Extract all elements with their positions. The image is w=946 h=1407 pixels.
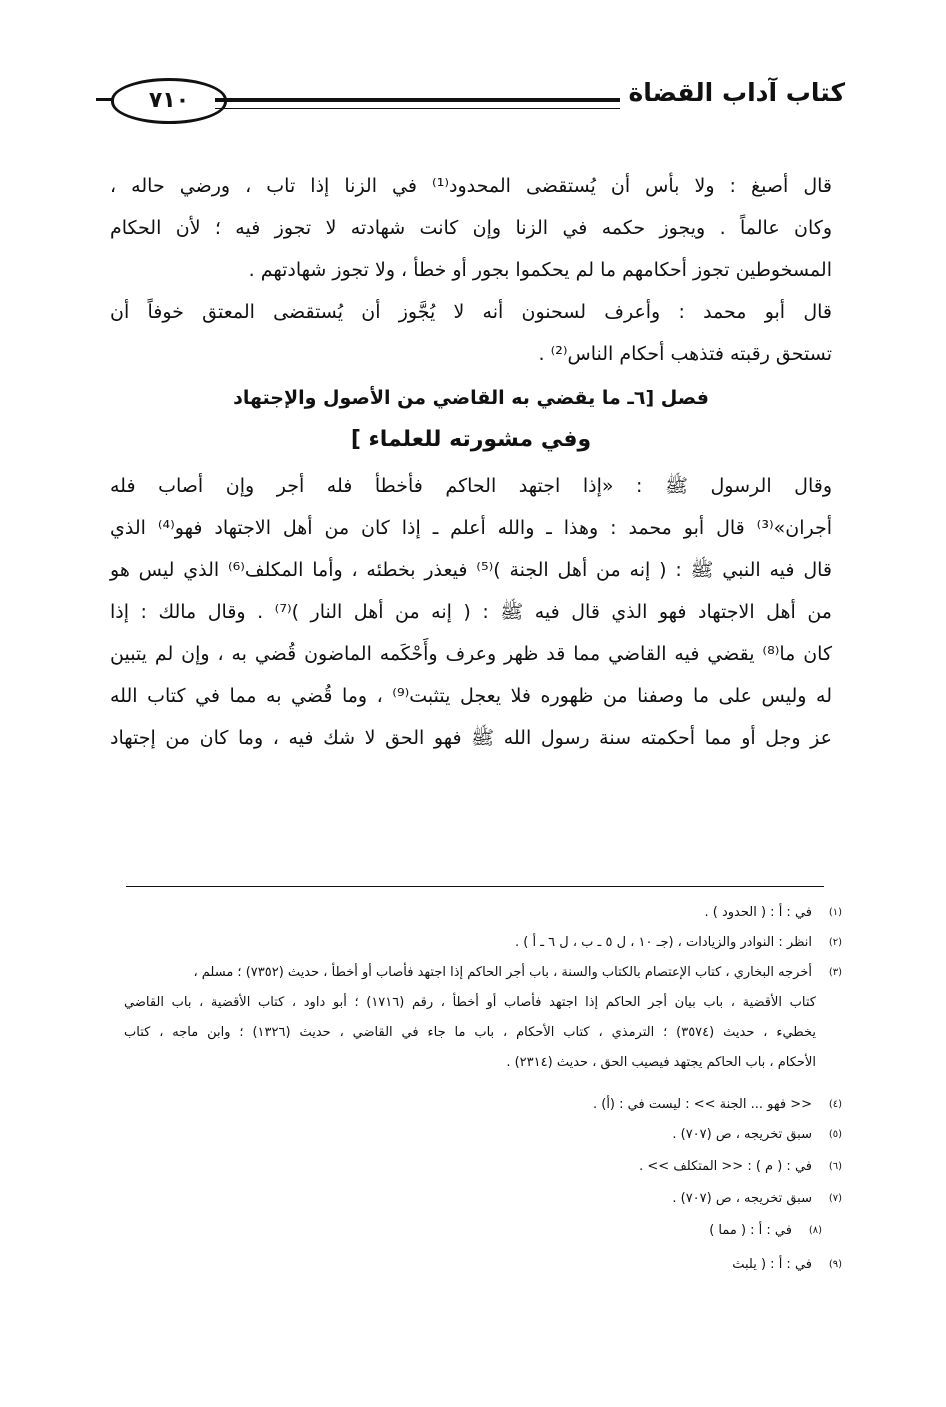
footnote-separator [126, 886, 824, 887]
section-heading: فصل [٦ـ ما يقضي به القاضي من الأصول والإجتهاد [233, 387, 709, 409]
body-line: له وليس على ما وصفنا من ظهوره فلا يعجل يتثبت⁽⁹⁾ ، وما قُضي به مما في كتاب الله [110, 685, 832, 707]
body-line: من أهل الاجتهاد فهو الذي قال فيه ﷺ : ( إنه من أهل النار )⁽⁷⁾ . وقال مالك : إذا [110, 601, 832, 623]
footnote-number: (٩) [828, 1259, 842, 1270]
body-line: عز وجل أو مما أحكمته سنة رسول الله ﷺ فهو الحق لا شك فيه ، وما كان من إجتهاد [110, 727, 832, 749]
footnote-continuation: كتاب الأقضية ، باب بيان أجر الحاكم إذا اجتهد فأصاب أو أخطأ ، رقم (١٧١٦) ؛ أبو داود ، كتاب الأقضية ، باب القاضي [124, 995, 816, 1010]
footnote [124, 1124, 842, 1148]
footnote-number: (٣) [828, 967, 842, 978]
body-line: وقال الرسول ﷺ : «إذا اجتهد الحاكم فأخطأ فله أجر وإن أصاب فله [110, 475, 832, 497]
footnote [124, 1094, 842, 1118]
footnote-text: في : أ : ( يلبث [732, 1257, 812, 1272]
body-line: قال فيه النبي ﷺ : ( إنه من أهل الجنة )⁽⁵⁾ فيعذر بخطئه ، وأما المكلف⁽⁶⁾ الذي ليس هو [110, 559, 832, 581]
footnote [124, 902, 842, 926]
footnote-text: في : ( م ) : << المتكلف >> . [639, 1159, 812, 1174]
body-line: المسخوطين تجوز أحكامهم ما لم يحكموا بجور أو خطأ ، ولا تجوز شهادتهم . [248, 259, 832, 281]
footnote-text: أخرجه البخاري ، كتاب الإعتصام بالكتاب والسنة ، باب أجر الحاكم إذا اجتهد فأصاب أو أخطأ ، حديث (٧٣٥٢) ؛ مسلم ، [193, 965, 812, 980]
book-title: كتاب آداب القضاة [628, 78, 845, 107]
footnote-continuation: يخطيء ، حديث (٣٥٧٤) ؛ الترمذي ، كتاب الأحكام ، باب ما جاء في القاضي ، حديث (١٣٢٦) ؛ وابن ماجه ، كتاب [124, 1025, 816, 1040]
footnote [124, 932, 842, 956]
body-line: أجران»⁽³⁾ قال أبو محمد : وهذا ـ والله أعلم ـ إذا كان من أهل الاجتهاد فهو⁽⁴⁾ الذي [110, 517, 832, 539]
footnote-number: (٤) [828, 1099, 842, 1110]
footnote-number: (٧) [828, 1193, 842, 1204]
body-line: كان ما⁽⁸⁾ يقضي فيه القاضي مما قد ظهر وعرف وأَحْكَمه الماضون قُضي به ، وإن لم يتبين [110, 643, 832, 665]
footnote-text: << فهو ... الجنة >> : ليست في : (أ) . [592, 1097, 812, 1112]
body-line: وكان عالماً . ويجوز حكمه في الزنا وإن كانت شهادته لا تجوز فيه ؛ لأن الحكام [110, 217, 832, 239]
footnote-number: (٢) [828, 937, 842, 948]
footnote-continuation: الأحكام ، باب الحاكم يجتهد فيصيب الحق ، حديث (٢٣١٤) . [506, 1055, 816, 1070]
footnote-text: في : أ : ( الحدود ) . [704, 905, 812, 920]
page-header [105, 74, 845, 128]
footnote-text: في : أ : ( مما ) [709, 1223, 792, 1238]
footnote-number: (٨) [808, 1225, 822, 1236]
footnote-text: سبق تخريجه ، ص (٧٠٧) . [672, 1191, 812, 1206]
footnote [124, 1254, 842, 1278]
header-rule [215, 98, 620, 109]
footnote-text: سبق تخريجه ، ص (٧٠٧) . [672, 1127, 812, 1142]
footnote-number: (٥) [828, 1129, 842, 1140]
footnote-number: (١) [828, 907, 842, 918]
footnote [124, 1188, 842, 1212]
footnote [124, 962, 842, 986]
body-line: قال أبو محمد : وأعرف لسحنون أنه لا يُجَّوز أن يُستقضى المعتق خوفاً أن [110, 301, 832, 323]
body-line: قال أصبغ : ولا بأس أن يُستقضى المحدود⁽¹⁾ في الزنا إذا تاب ، ورضي حاله ، [110, 175, 832, 197]
section-heading: وفي مشورته للعلماء ] [350, 427, 592, 452]
page-number: ٧١٠ [111, 78, 227, 124]
body-line: تستحق رقبته فتذهب أحكام الناس⁽²⁾ . [538, 343, 832, 365]
footnote-number: (٦) [828, 1161, 842, 1172]
footnote-text: انظر : النوادر والزيادات ، (جـ ١٠ ، ل ٥ ـ ب ، ل ٦ ـ أ ) . [515, 935, 812, 950]
footnote [104, 1220, 822, 1244]
footnote [124, 1156, 842, 1180]
